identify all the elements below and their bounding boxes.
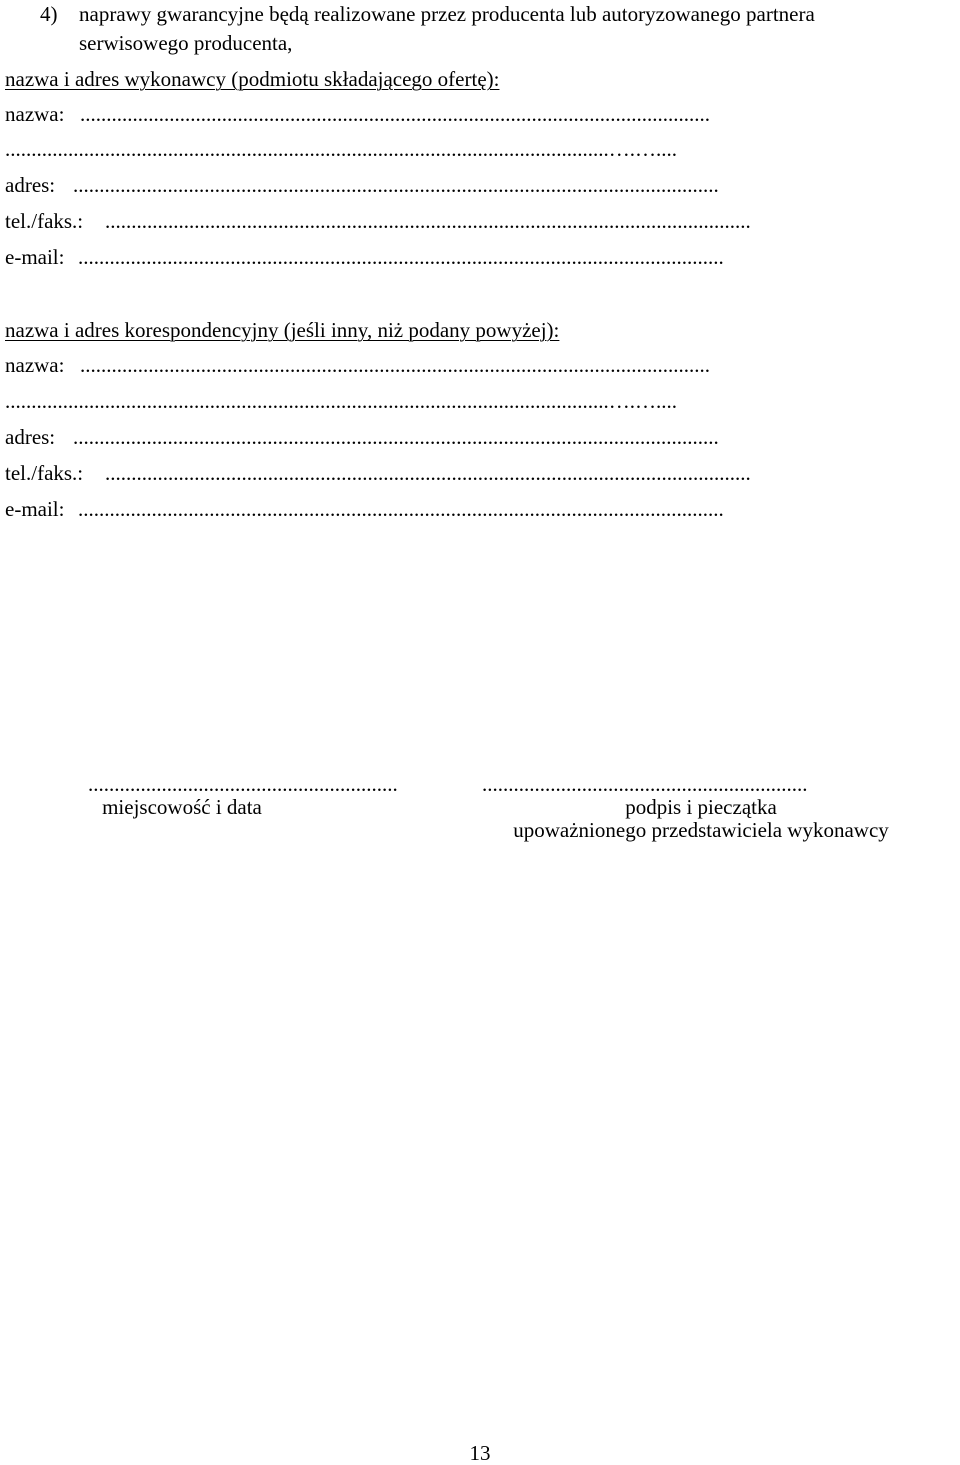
correspondence-phone-label: tel./faks.: <box>5 461 84 485</box>
signature-label-1: podpis i pieczątka <box>625 795 777 819</box>
signature-field[interactable]: .............................................................. <box>482 772 808 796</box>
place-date-field[interactable]: ........................................................... <box>88 772 398 796</box>
intro-line-1: naprawy gwarancyjne będą realizowane przez producenta lub autoryzowanego partnera <box>79 2 815 26</box>
contractor-email-label: e-mail: <box>5 245 65 269</box>
contractor-address-field[interactable]: ........................................................................................................................... <box>73 173 719 197</box>
correspondence-name-label: nazwa: <box>5 353 65 377</box>
contractor-phone-field[interactable]: ........................................................................................................................... <box>105 209 751 233</box>
list-number: 4) <box>40 2 58 26</box>
correspondence-email-field[interactable]: ........................................................................................................................... <box>78 497 724 521</box>
correspondence-address-label: adres: <box>5 425 56 449</box>
contractor-name-field[interactable]: ........................................................................................................................ <box>80 102 710 126</box>
contractor-phone-label: tel./faks.: <box>5 209 84 233</box>
correspondence-name-continuation-field[interactable]: ...................................................................................................................….….... <box>5 389 677 413</box>
correspondence-name-field[interactable]: ........................................................................................................................ <box>80 353 710 377</box>
correspondence-email-label: e-mail: <box>5 497 65 521</box>
contractor-email-field[interactable]: ........................................................................................................................... <box>78 245 724 269</box>
correspondence-heading: nazwa i adres korespondencyjny (jeśli inny, niż podany powyżej): <box>5 318 560 342</box>
page-number: 13 <box>469 1441 491 1465</box>
contractor-address-label: adres: <box>5 173 56 197</box>
signature-label-2: upoważnionego przedstawiciela wykonawcy <box>513 818 889 842</box>
contractor-name-label: nazwa: <box>5 102 65 126</box>
correspondence-address-field[interactable]: ........................................................................................................................... <box>73 425 719 449</box>
intro-line-2: serwisowego producenta, <box>79 31 293 55</box>
place-date-label: miejscowość i data <box>102 795 262 819</box>
contractor-name-continuation-field[interactable]: ...................................................................................................................….….... <box>5 137 677 161</box>
contractor-heading: nazwa i adres wykonawcy (podmiotu składającego ofertę): <box>5 67 500 91</box>
correspondence-phone-field[interactable]: ........................................................................................................................... <box>105 461 751 485</box>
